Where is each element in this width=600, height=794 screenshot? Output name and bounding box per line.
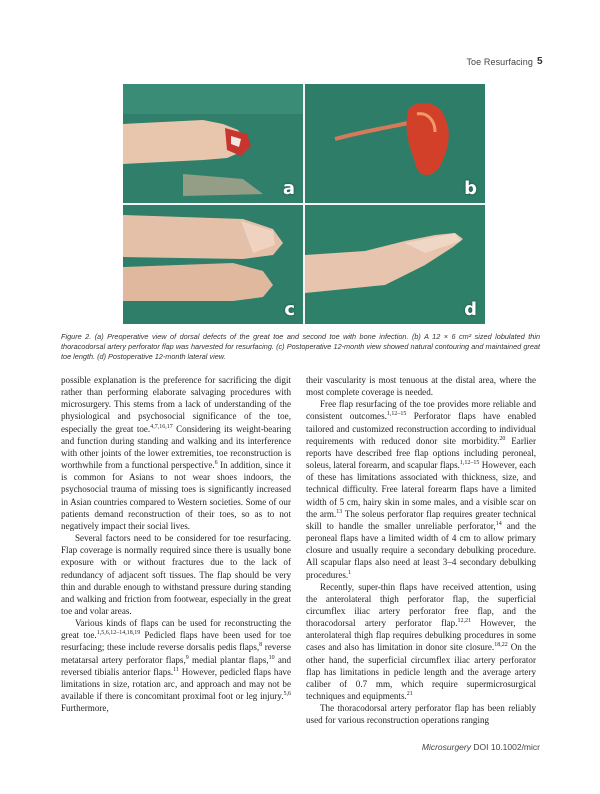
- body-column-right: [306, 374, 536, 727]
- paragraph: possible explanation is the preference for sacrificing the digit rather than performing elaborate salvaging procedures with microsurgery. This stems from a lack of understanding of the physiological and psychosocial significance of the toe, especially the great toe.$^{4,7,16,17}$ Considering its weight-bearing and function during standing and walking and its interference with other joints of the lower extremities, toe reconstruction is worthwhile from a functional perspective.$^6$ In addition, since it is common for Asians to not wear shoes indoors, the psychosocial trauma of missing toes is significantly increased in Asian countries compared to Western societies. Some of our patients demand reconstruction of their toes, so as to not negatively impact their social lives.: [61, 375, 291, 531]
- figure-2: [123, 84, 485, 324]
- paragraph: their vascularity is most tenuous at the distal area, where the most complete coverage is needed.: [306, 375, 536, 398]
- doi: DOI 10.1002/micr: [473, 742, 540, 752]
- figure-panel-c: [123, 205, 303, 324]
- paragraph: Various kinds of flaps can be used for reconstructing the great toe.$^{1,5,6,12-14,18,19}$ Pedicled flaps have been used for toe resurfacing; these include reverse dorsalis pedis flaps,$^8$ reverse metatarsal artery perforator flaps,$^9$ medial plantar flaps,$^{10}$ and reversed tibialis anterior flaps.$^{11}$ However, pedicled flaps have limitations in size, rotation arc, and approach and may not be available if there is concomitant proximal foot or leg injury.$^{5,6}$ Furthermore,: [61, 618, 291, 714]
- journal-name: Microsurgery: [421, 742, 471, 752]
- panel-label-d: d: [464, 299, 477, 320]
- running-title: Toe Resurfacing: [466, 57, 533, 67]
- photo-preoperative-dorsal-view: [123, 84, 303, 203]
- figure-panel-d: [305, 205, 485, 324]
- paragraph: Recently, super-thin flaps have received attention, using the anterolateral thigh perforator flap, the superficial circumflex iliac artery perforator free flap, and the thoracodorsal artery perforator flap.$^{12,21}$ However, the anterolateral thigh flap requires debulking procedures in some cases and also has limitation in donor site closure.$^{18,22}$ On the other hand, the superficial circumflex iliac artery perforator flap has limitations in pedicle length and the average artery caliber of 0.7 mm, which require supermicrosurgical techniques and equipments.$^{21}$: [306, 581, 536, 702]
- body-column-left: [61, 374, 291, 714]
- photo-postoperative-lateral-view: [305, 205, 485, 324]
- figure-panel-a: [123, 84, 303, 203]
- paragraph: Several factors need to be considered for toe resurfacing. Flap coverage is normally required since there is usually bone exposure with or without fractures due to the lack of redundancy of adjacent soft tissues. The flap should be very thin and durable enough to withstand pressure during standing and walking and friction from footwear, especially in the great toe and volar areas.: [61, 533, 291, 616]
- figure-caption: Figure 2. (a) Preoperative view of dorsal defects of the great toe and second toe with bone infection. (b) A 12 × 6 cm² sized lobulated thin thoracodorsal artery perforator flap was harvested for resurfacing. (c) Postoperative 12-month view showed natural contouring and maintained great toe length. (d) Postoperative 12-month lateral view.: [61, 332, 540, 361]
- paragraph: Free flap resurfacing of the toe provides more reliable and consistent outcomes.$^{1,12-15}$ Perforator flaps have enabled tailored and customized reconstruction according to individual requirements with reduced donor site morbidity.$^{20}$ Earlier reports have described free flap options including peroneal, soleus, lateral forearm, and scapular flaps.$^{1,12-15}$ However, each of these has limitations associated with thickness, size, and technical difficulty. Free lateral forearm flaps have a limited width of 5 cm, hairy skin in some males, and a visible scar on the arm.$^{13}$ The soleus perforator flap requires greater technical skill to handle the smaller unreliable perforator,$^{14}$ and the peroneal flaps have a limited width of 4 cm to allow primary closure and usually require a secondary debulking procedure. All scapular flaps also need at least 3–4 secondary debulking procedures.$^1$: [306, 399, 536, 580]
- page-number: 5: [537, 56, 543, 67]
- photo-harvested-flap: [305, 84, 485, 203]
- page-footer: [380, 742, 540, 752]
- panel-label-a: a: [282, 178, 295, 199]
- panel-label-b: b: [464, 178, 477, 199]
- figure-panel-b: [305, 84, 485, 203]
- panel-label-c: c: [284, 299, 295, 320]
- paragraph: The thoracodorsal artery perforator flap has been reliably used for various reconstruction operations ranging: [306, 703, 536, 726]
- photo-postoperative-dorsal-view: [123, 205, 303, 324]
